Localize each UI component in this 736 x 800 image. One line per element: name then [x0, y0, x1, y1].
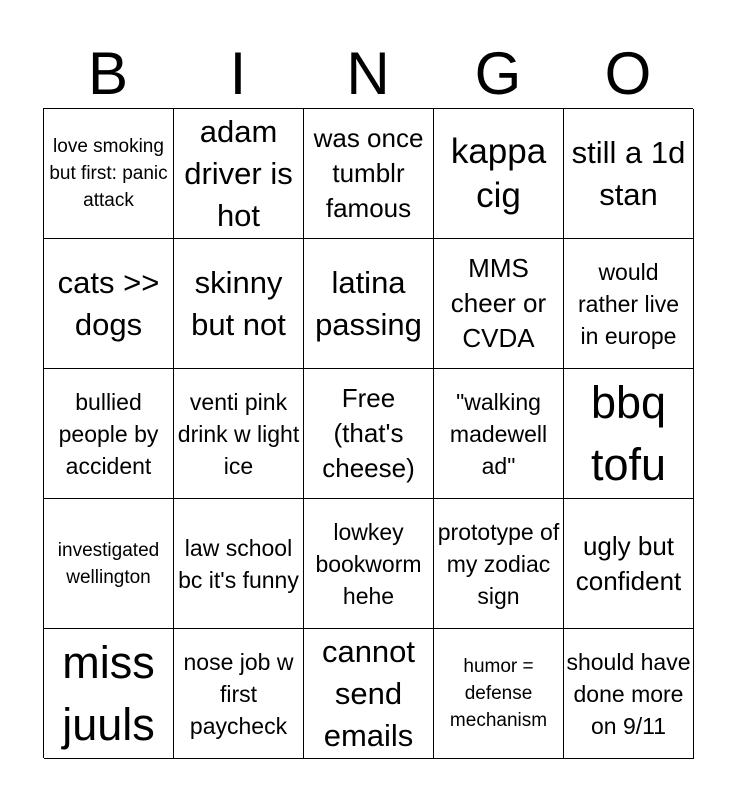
- cell-text: Free (that's cheese): [322, 383, 415, 483]
- cell-text: still a 1d stan: [571, 134, 686, 212]
- header-letter-o: O: [604, 40, 652, 107]
- bingo-cell-4-4[interactable]: [434, 499, 564, 629]
- bingo-cell-2-3[interactable]: [304, 239, 434, 369]
- cell-text: bullied people by accident: [58, 388, 159, 479]
- cell-text: cannot send emails: [321, 633, 416, 753]
- bingo-cell-1-2[interactable]: [174, 109, 304, 239]
- bingo-grid: [43, 108, 693, 758]
- cell-text: prototype of my zodiac sign: [437, 518, 560, 609]
- header-letter-g: G: [474, 40, 522, 107]
- cell-text: venti pink drink w light ice: [177, 388, 300, 479]
- bingo-cell-2-2[interactable]: [174, 239, 304, 369]
- bingo-cell-4-2[interactable]: [174, 499, 304, 629]
- cell-text: miss juuls: [62, 636, 155, 750]
- bingo-cell-5-3[interactable]: [304, 629, 434, 759]
- bingo-cell-2-1[interactable]: [44, 239, 174, 369]
- header-letter-n: N: [346, 40, 390, 107]
- cell-text: adam driver is hot: [184, 113, 293, 233]
- cell-text: MMS cheer or CVDA: [450, 253, 547, 353]
- bingo-cell-1-4[interactable]: [434, 109, 564, 239]
- bingo-cell-5-4[interactable]: [434, 629, 564, 759]
- bingo-cell-5-1[interactable]: [44, 629, 174, 759]
- cell-text: lowkey bookworm hehe: [315, 518, 422, 609]
- cell-text: would rather live in europe: [578, 258, 679, 349]
- bingo-cell-3-3[interactable]: [304, 369, 434, 499]
- bingo-cell-2-5[interactable]: [564, 239, 694, 369]
- bingo-cell-5-2[interactable]: [174, 629, 304, 759]
- header-letter-b: B: [87, 40, 129, 107]
- bingo-cell-1-3[interactable]: [304, 109, 434, 239]
- bingo-cell-4-3[interactable]: [304, 499, 434, 629]
- cell-text: investigated wellington: [57, 539, 160, 588]
- cell-text: was once tumblr famous: [313, 123, 424, 223]
- bingo-cell-3-1[interactable]: [44, 369, 174, 499]
- bingo-header: [43, 40, 693, 108]
- cell-text: humor = defense mechanism: [449, 656, 548, 731]
- cell-text: kappa cig: [450, 131, 547, 215]
- bingo-cell-1-5[interactable]: [564, 109, 694, 239]
- cell-text: ugly but confident: [575, 530, 682, 596]
- bingo-cell-3-5[interactable]: [564, 369, 694, 499]
- header-letter-i: I: [229, 40, 247, 107]
- cell-text: latina passing: [315, 264, 422, 342]
- cell-text: bbq tofu: [590, 376, 667, 490]
- cell-text: law school bc it's funny: [178, 534, 299, 593]
- cell-text: should have done more on 9/11: [566, 648, 691, 739]
- cell-text: love smoking but first: panic attack: [49, 136, 168, 211]
- cell-text: "walking madewell ad": [449, 388, 548, 479]
- cell-text: cats >> dogs: [57, 264, 160, 342]
- bingo-cell-4-5[interactable]: [564, 499, 694, 629]
- cell-text: skinny but not: [191, 264, 286, 342]
- bingo-cell-2-4[interactable]: [434, 239, 564, 369]
- bingo-cell-5-5[interactable]: [564, 629, 694, 759]
- bingo-cell-1-1[interactable]: [44, 109, 174, 239]
- bingo-cell-3-2[interactable]: [174, 369, 304, 499]
- cell-text: nose job w first paycheck: [183, 648, 294, 739]
- bingo-cell-4-1[interactable]: [44, 499, 174, 629]
- bingo-cell-3-4[interactable]: [434, 369, 564, 499]
